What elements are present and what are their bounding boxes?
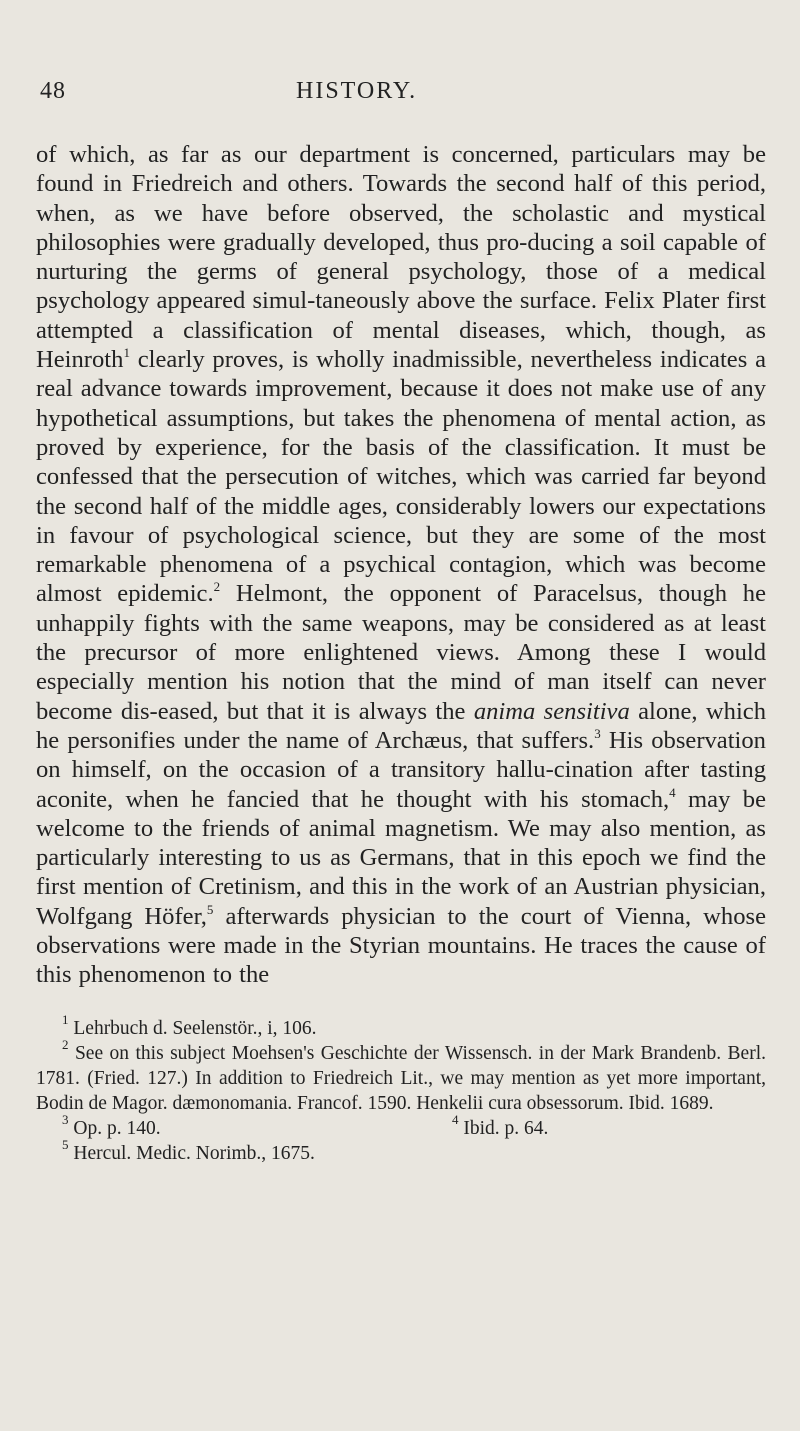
body-text-segment: Helmont, the opponent of Paracelsus, though he unhappily fights with the same weapons, may be considered as at least the precursor of more enlightened views. Among these I would especially mention his notion that the mind of man itself can never become dis-eased, but that it is always the (36, 580, 766, 725)
footnote-5 (36, 1136, 766, 1166)
footnote-ref: 5 (206, 901, 214, 917)
footnote-mark: 3 (62, 1111, 69, 1127)
footnote-mark: 2 (62, 1036, 69, 1052)
footnote-text: Hercul. Medic. Norimb., 1675. (68, 1142, 315, 1164)
footnote-ref: 1 (123, 345, 130, 361)
footnote-4 (426, 1111, 549, 1141)
footnote-mark: 5 (62, 1136, 69, 1152)
body-text-segment: may be welcome to the friends of animal magnetism. We may also mention, as particularly interesting to us as Germans, that in this epoch we find the first mention of Cretinism, and this in the work of an Austrian physician, Wolfgang Höfer, (36, 785, 766, 930)
body-text-segment: afterwards physician to the court of Vienna, whose observations were made in the Styrian mountains. He traces the cause of this phenomenon to the (36, 902, 766, 989)
running-head: HISTORY. (296, 78, 418, 104)
footnote-row (36, 1111, 766, 1141)
body-text-segment: clearly proves, is wholly inadmissible, nevertheless indicates a real advance towards improvement, because it does not make use of any hypothetical assumptions, but takes the phenomena of mental action, as proved by experience, for the basis of the classification. It must be confessed that the persecution of witches, which was carried far beyond the second half of the middle ages, considerably lowers our expectations in favour of psychological science, but they are some of the most remarkable phenomena of a psychical contagion, which was become almost epidemic. (36, 346, 766, 608)
page-header (40, 78, 760, 112)
footnote-text: Ibid. p. 64. (458, 1117, 549, 1139)
body-text-segment: of which, as far as our department is concerned, particulars may be found in Friedreich and others. Towards the second half of this period, when, as we have before observed, the scholastic and mystical philosophies were gradually developed, thus pro-ducing a soil capable of nurturing the germs of general psychology, those of a medical psychology appeared simul-taneously above the surface. Felix Plater first attempted a classification of mental diseases, which, though, as Heinroth (36, 141, 766, 374)
footnote-2 (36, 1036, 766, 1116)
footnotes (36, 1011, 766, 1166)
footnote-1 (36, 1011, 766, 1041)
footnote-3 (36, 1111, 426, 1141)
footnote-mark: 1 (62, 1011, 69, 1027)
footnote-ref: 4 (669, 784, 676, 800)
body-paragraph (36, 140, 766, 990)
footnote-text: See on this subject Moehsen's Geschichte der Wissensch. in der Mark Brandenb. Berl. 1781. (Fried. 127.) In addition to Friedreich Lit., we may mention as yet more important, Bodin de Magor. dæmonomania. Francof. 1590. Henkelii cura obsessorum. Ibid. 1689. (36, 1042, 766, 1114)
italic-phrase: anima sensitiva (473, 697, 630, 725)
page-number: 48 (40, 78, 66, 104)
body-text-segment: alone, which he personifies under the name of Archæus, that suffers. (36, 697, 767, 754)
body-text-segment: His observation on himself, on the occasion of a transitory hallu-cination after tasting aconite, when he fancied that he thought with his stomach, (36, 726, 766, 813)
footnote-ref: 2 (213, 579, 221, 595)
footnote-text: Lehrbuch d. Seelenstör., i, 106. (68, 1017, 317, 1039)
footnote-mark: 4 (452, 1111, 459, 1127)
footnote-text: Op. p. 140. (68, 1117, 161, 1139)
footnote-ref: 3 (594, 725, 601, 741)
